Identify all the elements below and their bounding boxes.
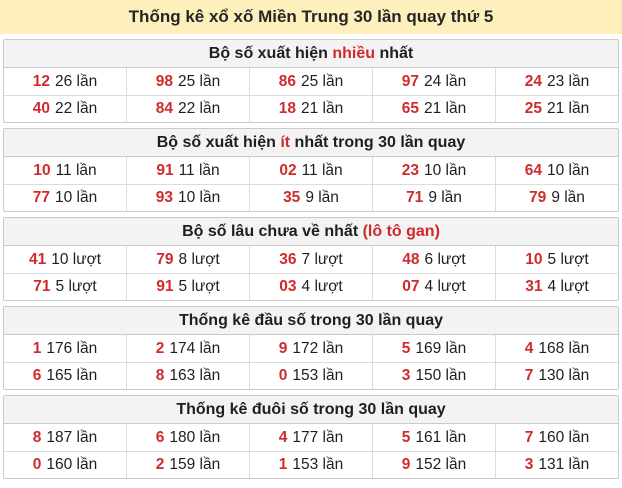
pair-number: 7	[524, 367, 534, 384]
stat-cell	[372, 424, 495, 451]
occurrence-count: 187 lần	[46, 428, 98, 446]
stat-cell	[249, 274, 372, 300]
occurrence-count: 150 lần	[415, 367, 467, 384]
pair-number: 4	[524, 339, 534, 357]
pair-number: 84	[155, 100, 173, 117]
stat-cell	[126, 96, 249, 122]
section-header-highlight: nhiều	[332, 44, 376, 62]
table-row	[4, 68, 618, 95]
stat-cell	[495, 157, 618, 184]
stat-cell	[126, 363, 249, 389]
pair-number: 3	[401, 367, 411, 384]
section-header-text: Thống kê đuôi số trong 30 lần quay	[176, 400, 446, 418]
stat-section-longest-absent	[3, 217, 619, 301]
section-header-text: Bộ số xuất hiện	[208, 44, 333, 62]
stat-cell	[249, 424, 372, 451]
stat-cell	[4, 452, 126, 478]
occurrence-count: 25 lần	[301, 72, 344, 90]
stat-cell	[249, 96, 372, 122]
occurrence-count: 130 lần	[538, 367, 590, 384]
stat-cell	[249, 185, 372, 211]
section-header-highlight: ít	[280, 133, 291, 151]
stat-cell	[372, 246, 495, 273]
pair-number: 48	[402, 250, 420, 268]
table-row	[4, 335, 618, 362]
stat-cell	[372, 363, 495, 389]
table-row	[4, 95, 618, 122]
pair-number: 91	[156, 161, 174, 179]
pair-number: 64	[524, 161, 542, 179]
pair-number: 7	[524, 428, 534, 446]
occurrence-count: 152 lần	[415, 456, 467, 473]
occurrence-count: 5 lượt	[547, 250, 589, 268]
occurrence-count: 172 lần	[292, 339, 344, 357]
stat-cell	[126, 335, 249, 362]
sections	[0, 39, 622, 479]
pair-number: 3	[524, 456, 534, 473]
occurrence-count: 6 lượt	[424, 250, 466, 268]
pair-number: 10	[33, 161, 51, 179]
occurrence-count: 9 lần	[551, 189, 585, 206]
occurrence-count: 25 lần	[178, 72, 221, 90]
table-row	[4, 424, 618, 451]
stat-cell	[249, 335, 372, 362]
stat-cell	[495, 68, 618, 95]
pair-number: 91	[156, 278, 174, 295]
occurrence-count: 176 lần	[46, 339, 98, 357]
table-row	[4, 157, 618, 184]
section-header	[4, 40, 618, 68]
pair-number: 77	[32, 189, 50, 206]
stat-cell	[4, 185, 126, 211]
pair-number: 79	[156, 250, 174, 268]
pair-number: 5	[401, 428, 411, 446]
pair-number: 71	[33, 278, 51, 295]
pair-number: 41	[28, 250, 47, 268]
occurrence-count: 10 lần	[547, 161, 590, 179]
stat-cell	[4, 68, 126, 95]
pair-number: 9	[401, 456, 411, 473]
occurrence-count: 161 lần	[415, 428, 467, 446]
occurrence-count: 10 lượt	[51, 250, 102, 268]
pair-number: 40	[32, 100, 50, 117]
pair-number: 8	[32, 428, 42, 446]
stat-cell	[372, 452, 495, 478]
pair-number: 12	[32, 72, 50, 90]
section-header	[4, 307, 618, 335]
page-title	[0, 0, 622, 34]
pair-number: 1	[32, 339, 42, 357]
stat-section-most-frequent	[3, 39, 619, 123]
stat-cell	[372, 68, 495, 95]
stat-cell	[495, 363, 618, 389]
section-header-text: nhất	[375, 44, 414, 62]
occurrence-count: 160 lần	[538, 428, 590, 446]
section-header-text: nhất trong 30 lần quay	[290, 133, 466, 151]
page-title-text: Thống kê xổ xố Miền Trung 30 lần quay thứ 5	[128, 7, 494, 26]
pair-number: 4	[278, 428, 288, 446]
stat-cell	[4, 246, 126, 273]
stat-cell	[249, 246, 372, 273]
pair-number: 25	[524, 100, 542, 117]
occurrence-count: 22 lần	[178, 100, 221, 117]
pair-number: 02	[279, 161, 297, 179]
stat-cell	[126, 157, 249, 184]
pair-number: 71	[406, 189, 424, 206]
stat-cell	[4, 274, 126, 300]
section-header-text: Bộ số xuất hiện	[156, 133, 281, 151]
stat-cell	[126, 274, 249, 300]
pair-number: 5	[401, 339, 411, 357]
occurrence-count: 9 lần	[305, 189, 339, 206]
pair-number: 23	[401, 161, 419, 179]
table-row	[4, 184, 618, 211]
section-header-highlight: (lô tô gan)	[362, 222, 440, 240]
stat-cell	[249, 157, 372, 184]
pair-number: 03	[279, 278, 297, 295]
stat-cell	[249, 452, 372, 478]
occurrence-count: 177 lần	[292, 428, 344, 446]
stat-cell	[495, 274, 618, 300]
occurrence-count: 23 lần	[547, 72, 590, 90]
pair-number: 18	[278, 100, 296, 117]
stat-cell	[4, 363, 126, 389]
occurrence-count: 26 lần	[55, 72, 98, 90]
stat-section-head-digit-stats	[3, 306, 619, 390]
stat-cell	[4, 96, 126, 122]
occurrence-count: 10 lần	[178, 189, 221, 206]
table-row	[4, 273, 618, 300]
pair-number: 1	[278, 456, 288, 473]
stat-section-least-frequent	[3, 128, 619, 212]
stat-cell	[495, 424, 618, 451]
pair-number: 6	[155, 428, 165, 446]
occurrence-count: 9 lần	[428, 189, 462, 206]
stat-cell	[4, 157, 126, 184]
occurrence-count: 21 lần	[301, 100, 344, 117]
occurrence-count: 160 lần	[46, 456, 98, 473]
occurrence-count: 174 lần	[169, 339, 221, 357]
occurrence-count: 4 lượt	[301, 278, 343, 295]
occurrence-count: 4 lượt	[547, 278, 589, 295]
occurrence-count: 21 lần	[547, 100, 590, 117]
occurrence-count: 153 lần	[292, 367, 344, 384]
table-row	[4, 246, 618, 273]
table-row	[4, 451, 618, 478]
stat-cell	[249, 363, 372, 389]
section-header-text: Bộ số lâu chưa về nhất	[182, 222, 363, 240]
stat-cell	[126, 246, 249, 273]
occurrence-count: 10 lần	[424, 161, 467, 179]
stat-cell	[495, 185, 618, 211]
pair-number: 86	[278, 72, 296, 90]
section-header	[4, 129, 618, 157]
occurrence-count: 165 lần	[46, 367, 98, 384]
stat-cell	[372, 157, 495, 184]
pair-number: 6	[32, 367, 42, 384]
pair-number: 93	[155, 189, 173, 206]
section-header-text: Thống kê đầu số trong 30 lần quay	[178, 311, 444, 329]
pair-number: 0	[278, 367, 288, 384]
occurrence-count: 24 lần	[424, 72, 467, 90]
occurrence-count: 4 lượt	[424, 278, 466, 295]
stat-cell	[372, 96, 495, 122]
pair-number: 9	[278, 339, 288, 357]
stat-cell	[126, 185, 249, 211]
stat-cell	[126, 452, 249, 478]
stat-cell	[495, 452, 618, 478]
pair-number: 98	[155, 72, 173, 90]
stat-cell	[4, 424, 126, 451]
occurrence-count: 7 lượt	[301, 250, 343, 268]
pair-number: 8	[155, 367, 165, 384]
stat-cell	[126, 68, 249, 95]
occurrence-count: 168 lần	[538, 339, 590, 357]
stat-cell	[4, 335, 126, 362]
stat-cell	[372, 185, 495, 211]
pair-number: 2	[155, 456, 165, 473]
section-header	[4, 396, 618, 424]
pair-number: 07	[402, 278, 420, 295]
occurrence-count: 8 lượt	[178, 250, 220, 268]
occurrence-count: 5 lượt	[178, 278, 220, 295]
stat-cell	[372, 335, 495, 362]
stat-cell	[495, 246, 618, 273]
stat-cell	[372, 274, 495, 300]
occurrence-count: 153 lần	[292, 456, 344, 473]
pair-number: 2	[155, 339, 165, 357]
stat-section-tail-digit-stats	[3, 395, 619, 479]
occurrence-count: 10 lần	[55, 189, 98, 206]
occurrence-count: 5 lượt	[55, 278, 97, 295]
occurrence-count: 11 lần	[178, 161, 220, 179]
occurrence-count: 21 lần	[424, 100, 467, 117]
occurrence-count: 131 lần	[538, 456, 590, 473]
table-row	[4, 362, 618, 389]
stat-cell	[249, 68, 372, 95]
stat-cell	[126, 424, 249, 451]
section-header	[4, 218, 618, 246]
occurrence-count: 22 lần	[55, 100, 98, 117]
pair-number: 65	[401, 100, 419, 117]
pair-number: 0	[32, 456, 42, 473]
occurrence-count: 11 lần	[55, 161, 97, 179]
occurrence-count: 180 lần	[169, 428, 221, 446]
occurrence-count: 11 lần	[301, 161, 343, 179]
pair-number: 97	[401, 72, 419, 90]
pair-number: 36	[279, 250, 297, 268]
occurrence-count: 169 lần	[415, 339, 467, 357]
stat-cell	[495, 335, 618, 362]
pair-number: 31	[525, 278, 543, 295]
occurrence-count: 159 lần	[169, 456, 221, 473]
pair-number: 10	[525, 250, 543, 268]
pair-number: 79	[529, 189, 547, 206]
pair-number: 24	[524, 72, 542, 90]
pair-number: 35	[283, 189, 301, 206]
stat-cell	[495, 96, 618, 122]
occurrence-count: 163 lần	[169, 367, 221, 384]
